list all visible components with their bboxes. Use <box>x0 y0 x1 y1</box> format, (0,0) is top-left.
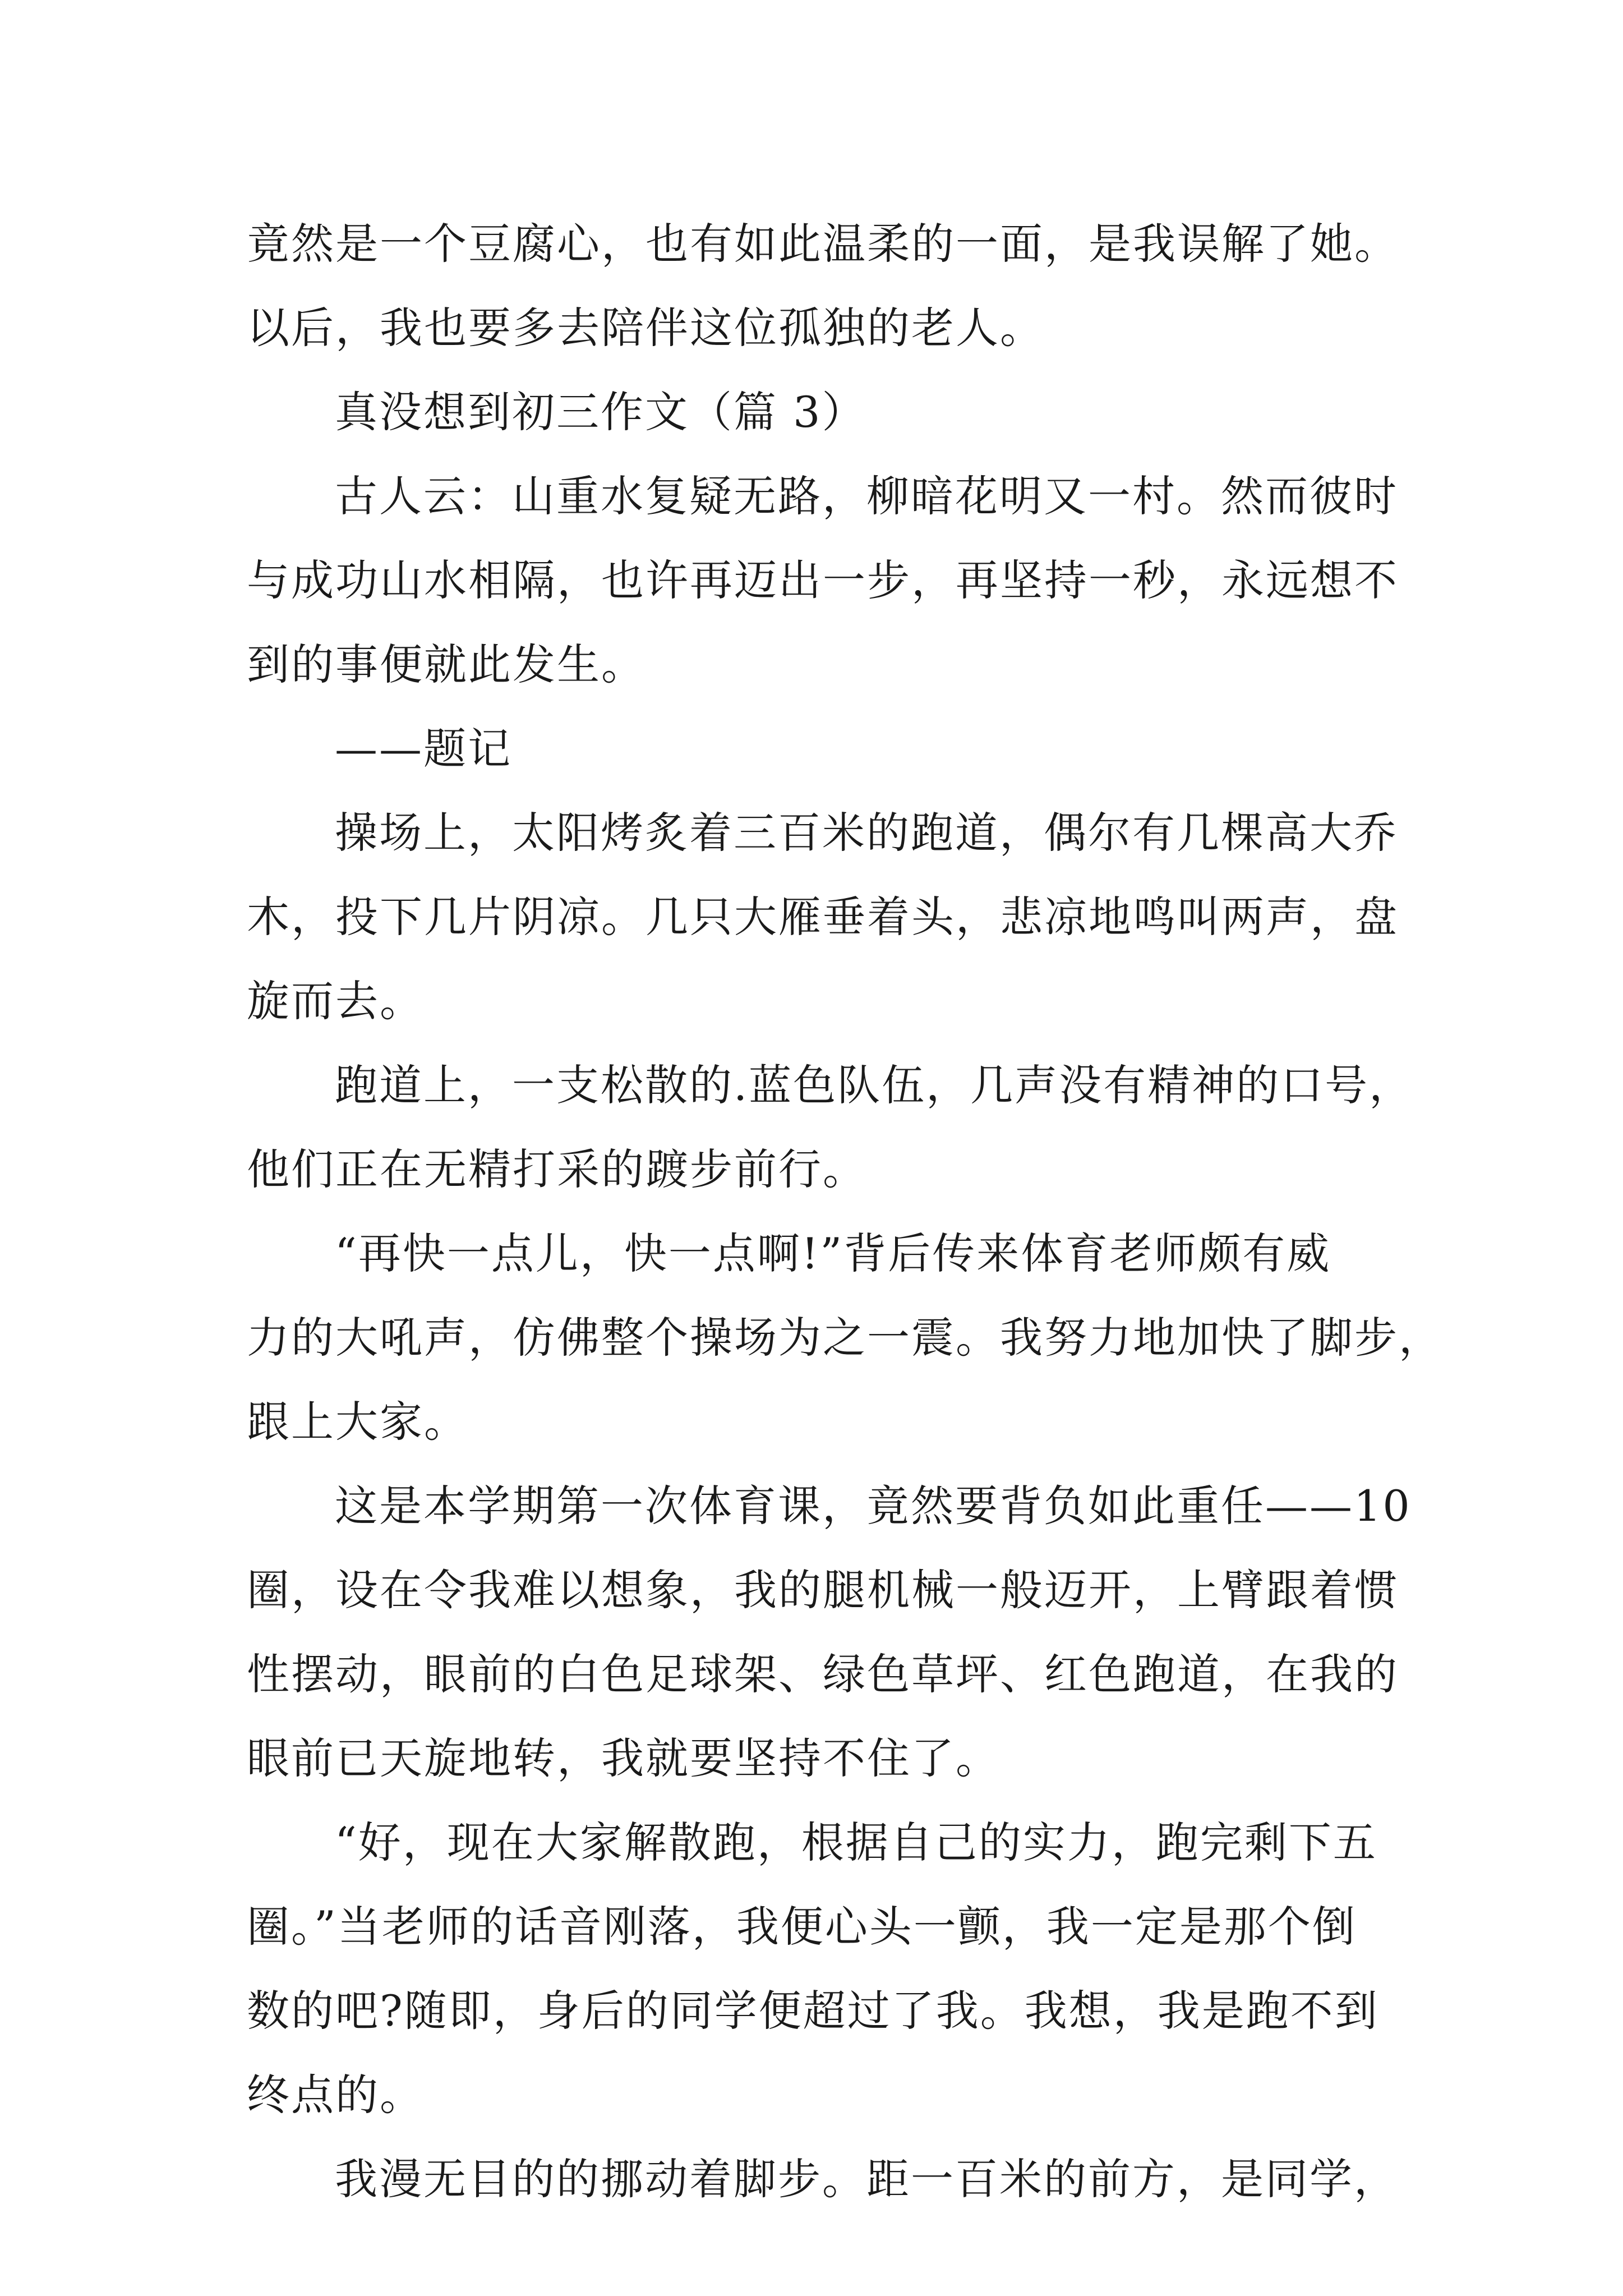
text-line: 他们正在无精打采的踱步前行。 <box>247 1144 867 1194</box>
text-line: 跑道上，一支松散的.蓝色队伍，几声没有精神的口号， <box>335 1060 1414 1110</box>
text-line: 我漫无目的的挪动着脚步。距一百米的前方，是同学， <box>335 2154 1398 2204</box>
text-line: 数的吧?随即，身后的同学便超过了我。我想，我是跑不到 <box>247 1986 1379 2036</box>
epigraph-attribution: ——题记 <box>335 724 512 774</box>
text-line: 眼前已天旋地转，我就要坚持不住了。 <box>247 1733 1000 1783</box>
text-line: 跟上大家。 <box>247 1397 468 1447</box>
text-line: 终点的。 <box>247 2070 424 2120</box>
text-line: 旋而去。 <box>247 976 424 1026</box>
text-line: 操场上，太阳烤炙着三百米的跑道，偶尔有几棵高大乔 <box>335 808 1398 858</box>
text-line: 性摆动，眼前的白色足球架、绿色草坪、红色跑道，在我的 <box>247 1649 1399 1699</box>
text-line: 圈，设在令我难以想象，我的腿机械一般迈开，上臂跟着惯 <box>247 1565 1399 1615</box>
text-line: 力的大吼声，仿佛整个操场为之一震。我努力地加快了脚步， <box>247 1313 1443 1363</box>
text-line: 竟然是一个豆腐心，也有如此温柔的一面，是我误解了她。 <box>247 219 1399 269</box>
text-line: 以后，我也要多去陪伴这位孤独的老人。 <box>247 303 1044 353</box>
text-line: 圈。”当老师的话音刚落，我便心头一颤，我一定是那个倒 <box>247 1902 1357 1952</box>
text-line: 与成功山水相隔，也许再迈出一步，再坚持一秒，永远想不 <box>247 555 1399 605</box>
text-line: “好，现在大家解散跑，根据自己的实力，跑完剩下五 <box>335 1818 1377 1867</box>
text-line: 木，投下几片阴凉。几只大雁垂着头，悲凉地鸣叫两声，盘 <box>247 892 1399 942</box>
text-line: 这是本学期第一次体育课，竟然要背负如此重任——10 <box>335 1481 1412 1531</box>
section-heading: 真没想到初三作文（篇 3） <box>335 387 866 437</box>
text-line: “再快一点儿，快一点啊!”背后传来体育老师颇有威 <box>335 1228 1331 1278</box>
text-line: 到的事便就此发生。 <box>247 639 645 689</box>
text-line: 古人云：山重水复疑无路，柳暗花明又一村。然而彼时 <box>335 471 1398 521</box>
